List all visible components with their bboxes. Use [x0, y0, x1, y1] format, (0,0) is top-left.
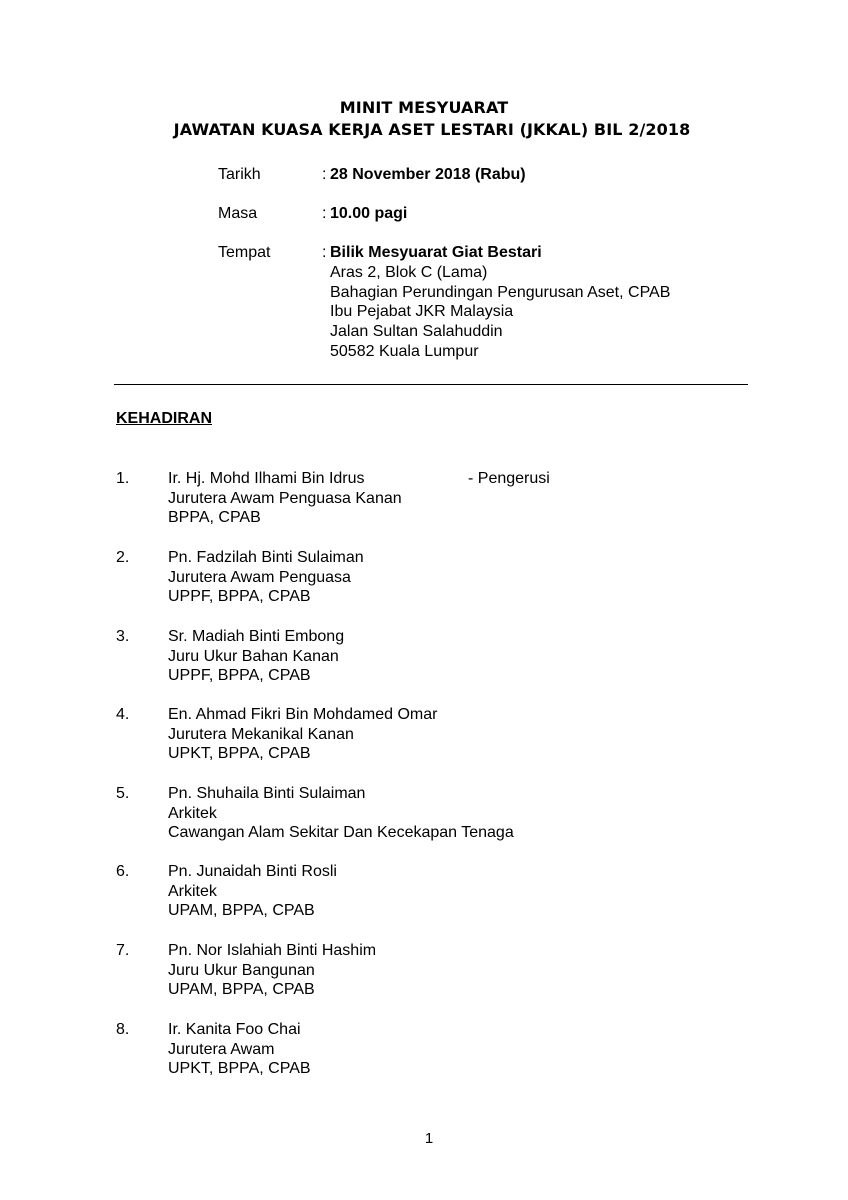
attendee-name: Sr. Madiah Binti Embong — [168, 628, 345, 645]
attendee-role: - Pengerusi — [468, 470, 550, 487]
section-divider — [114, 384, 748, 385]
attendee-number: 8. — [116, 1021, 130, 1038]
attendee-position: Jurutera Awam Penguasa — [168, 568, 351, 586]
document-subtitle: JAWATAN KUASA KERJA ASET LESTARI (JKKAL) BIL 2/2018 — [173, 120, 691, 139]
document-title: MINIT MESYUARAT — [339, 98, 509, 117]
place-address-line: Jalan Sultan Salahuddin — [330, 323, 503, 340]
attendee-unit: UPAM, BPPA, CPAB — [168, 902, 315, 920]
time-label: Masa — [218, 205, 258, 222]
place-name: Bilik Mesyuarat Giat Bestari — [330, 244, 542, 261]
attendee-number: 2. — [116, 549, 130, 566]
attendee-number: 1. — [116, 470, 130, 487]
date-colon: : — [322, 166, 327, 183]
attendee-position: Juru Ukur Bangunan — [168, 961, 315, 979]
attendee-name: Ir. Kanita Foo Chai — [168, 1021, 301, 1038]
attendee-number: 4. — [116, 706, 130, 723]
attendee-position: Jurutera Mekanikal Kanan — [168, 725, 354, 743]
place-address-line: 50582 Kuala Lumpur — [330, 343, 479, 360]
attendee-number: 6. — [116, 863, 130, 880]
attendee-unit: UPAM, BPPA, CPAB — [168, 981, 315, 999]
attendee-name: Pn. Shuhaila Binti Sulaiman — [168, 785, 366, 802]
attendee-number: 3. — [116, 628, 130, 645]
attendee-unit: BPPA, CPAB — [168, 509, 261, 527]
attendee-number: 5. — [116, 785, 130, 802]
attendee-unit: UPPF, BPPA, CPAB — [168, 588, 311, 606]
place-label: Tempat — [218, 244, 271, 261]
attendee-number: 7. — [116, 942, 130, 959]
attendee-unit: UPKT, BPPA, CPAB — [168, 745, 311, 763]
attendee-position: Juru Ukur Bahan Kanan — [168, 647, 339, 665]
time-colon: : — [322, 205, 327, 222]
attendee-position: Jurutera Awam Penguasa Kanan — [168, 489, 402, 507]
attendee-unit: UPKT, BPPA, CPAB — [168, 1060, 311, 1078]
attendee-name: En. Ahmad Fikri Bin Mohdamed Omar — [168, 706, 438, 723]
attendee-position: Arkitek — [168, 804, 217, 822]
attendee-unit: Cawangan Alam Sekitar Dan Kecekapan Tenaga — [168, 824, 514, 842]
date-value: 28 November 2018 (Rabu) — [330, 166, 526, 183]
place-address-line: Ibu Pejabat JKR Malaysia — [330, 303, 514, 320]
attendee-name: Pn. Fadzilah Binti Sulaiman — [168, 549, 364, 566]
attendee-name: Pn. Junaidah Binti Rosli — [168, 863, 337, 880]
place-address-line: Aras 2, Blok C (Lama) — [330, 264, 488, 281]
attendee-position: Arkitek — [168, 882, 217, 900]
page-number: 1 — [424, 1130, 434, 1147]
place-address-line: Bahagian Perundingan Pengurusan Aset, CPAB — [330, 284, 671, 301]
attendance-heading: KEHADIRAN — [116, 410, 212, 427]
time-value: 10.00 pagi — [330, 205, 408, 222]
attendee-name: Ir. Hj. Mohd Ilhami Bin Idrus — [168, 470, 365, 487]
place-colon: : — [322, 244, 327, 261]
attendee-unit: UPPF, BPPA, CPAB — [168, 667, 311, 685]
date-label: Tarikh — [218, 166, 261, 183]
attendee-position: Jurutera Awam — [168, 1040, 275, 1058]
attendee-name: Pn. Nor Islahiah Binti Hashim — [168, 942, 377, 959]
